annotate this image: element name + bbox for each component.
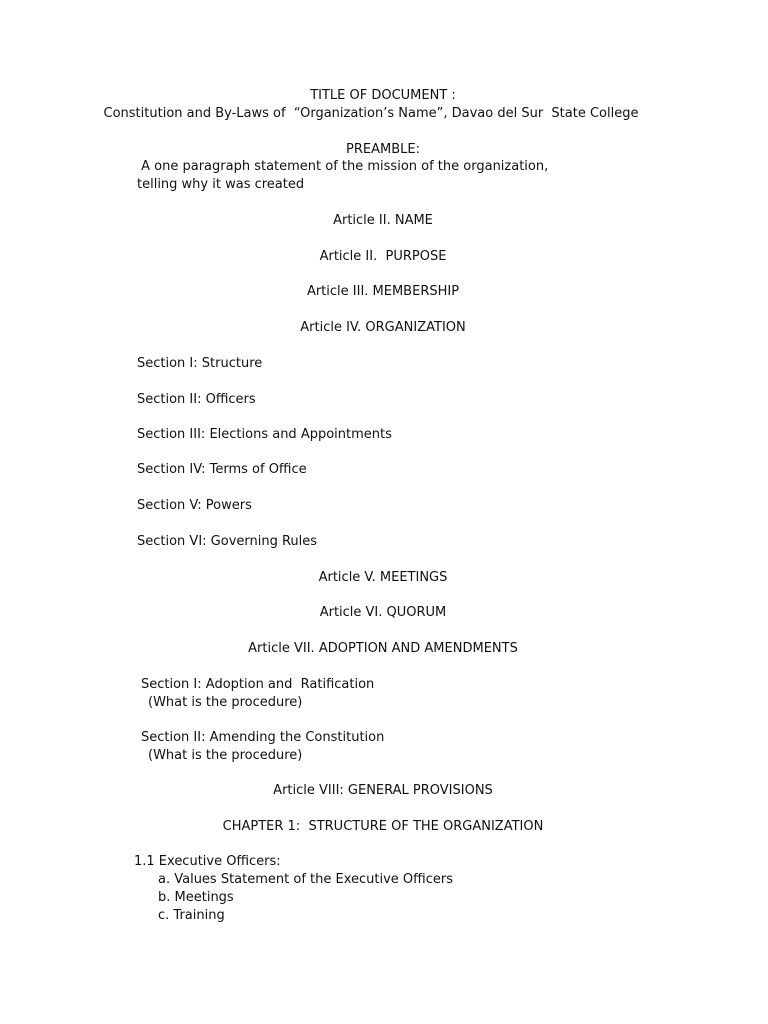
subitem-training: c. Training (158, 908, 225, 923)
chapter-1-heading: CHAPTER 1: STRUCTURE OF THE ORGANIZATION (222, 819, 544, 834)
section-officers: Section II: Officers (137, 392, 256, 407)
section-powers: Section V: Powers (137, 498, 252, 513)
article-purpose-heading: Article II. PURPOSE (319, 249, 447, 264)
section-adoption-ratification: Section I: Adoption and Ratification (141, 677, 375, 692)
article-name-heading: Article II. NAME (333, 213, 433, 228)
preamble-heading: PREAMBLE: (346, 142, 420, 157)
preamble-line-1: A one paragraph statement of the mission of the organization, (137, 159, 549, 174)
section-terms: Section IV: Terms of Office (137, 462, 307, 477)
section-amending: Section II: Amending the Constitution (141, 730, 385, 745)
article-membership-heading: Article III. MEMBERSHIP (306, 284, 460, 299)
article-organization-heading: Article IV. ORGANIZATION (300, 320, 466, 335)
section-amending-note: (What is the procedure) (148, 748, 303, 763)
article-quorum-heading: Article VI. QUORUM (319, 605, 447, 620)
document-subtitle: Constitution and By-Laws of “Organization’s Name”, Davao del Sur State College (103, 106, 639, 121)
subitem-values-statement: a. Values Statement of the Executive Officers (158, 872, 453, 887)
preamble-line-2: telling why it was created (137, 177, 305, 192)
section-elections: Section III: Elections and Appointments (137, 427, 392, 442)
section-structure: Section I: Structure (137, 356, 263, 371)
executive-officers-item: 1.1 Executive Officers: (134, 854, 281, 869)
article-meetings-heading: Article V. MEETINGS (318, 570, 448, 585)
document-title-label: TITLE OF DOCUMENT : (310, 88, 456, 103)
article-general-heading: Article VIII: GENERAL PROVISIONS (273, 783, 493, 798)
section-governing-rules: Section VI: Governing Rules (137, 534, 318, 549)
article-adoption-heading: Article VII. ADOPTION AND AMENDMENTS (248, 641, 518, 656)
section-adoption-note: (What is the procedure) (148, 695, 303, 710)
subitem-meetings: b. Meetings (158, 890, 234, 905)
